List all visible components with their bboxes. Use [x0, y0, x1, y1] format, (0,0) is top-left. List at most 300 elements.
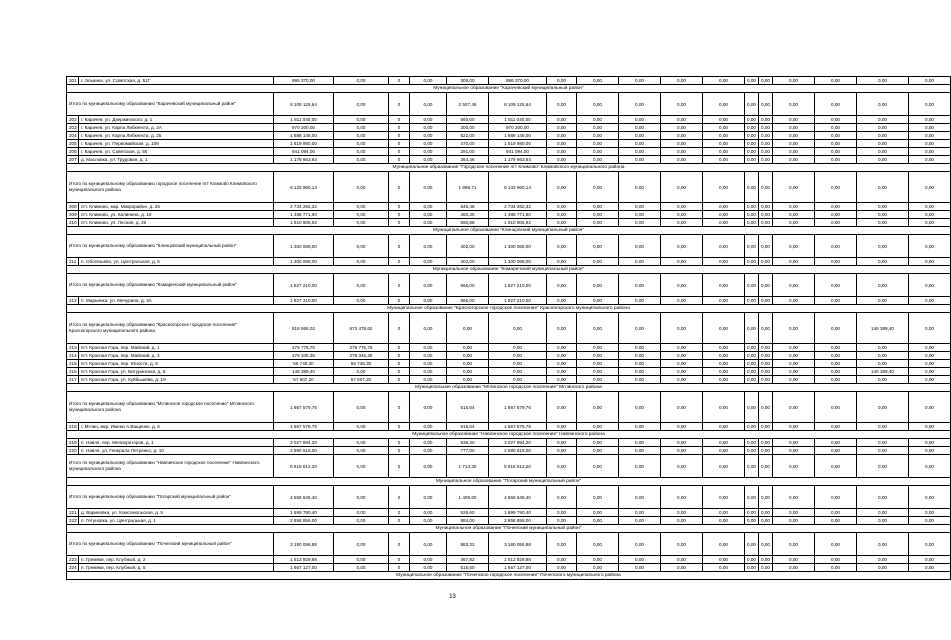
row-number: 205 [67, 140, 79, 148]
value-cell: 0,00 [334, 156, 389, 164]
value-cell: 467,82 [447, 556, 489, 564]
value-cell: 0,00 [909, 313, 951, 344]
row-number: 217 [67, 376, 79, 384]
value-cell: 1 688 148,00 [274, 132, 334, 140]
value-cell: 0,00 [703, 132, 745, 140]
value-cell: 402,00 [447, 258, 489, 266]
value-cell: 941 094,00 [489, 148, 547, 156]
value-cell: 305,00 [447, 77, 489, 85]
value-cell: 0,00 [857, 156, 909, 164]
value-cell: 57 607,20 [334, 376, 389, 384]
subtotal-label: Итого по муниципальному образованию "Почепский муниципальный район" [67, 533, 274, 556]
value-cell: 0,00 [577, 533, 619, 556]
value-cell: 0,00 [410, 376, 447, 384]
value-cell: 0,00 [815, 392, 857, 423]
value-cell: 0,00 [447, 344, 489, 352]
section-header-row [67, 227, 951, 235]
value-cell: 2 734 282,32 [274, 203, 334, 211]
value-cell: 0,00 [489, 352, 547, 360]
subtotal-label: Итого по муниципальному образованию "Карачевский муниципальный район" [67, 93, 274, 116]
value-cell: 0,00 [410, 517, 447, 525]
value-cell: 0,00 [745, 93, 759, 116]
value-cell: 0,00 [909, 148, 951, 156]
value-cell: 0,00 [759, 360, 773, 368]
value-cell: 0 [389, 203, 410, 211]
value-cell: 0,00 [619, 156, 661, 164]
value-cell: 0,00 [334, 140, 389, 148]
value-cell: 0,00 [745, 258, 759, 266]
value-cell: 0,00 [857, 423, 909, 431]
value-cell: 8 109 125,64 [489, 93, 547, 116]
value-cell: 0,00 [745, 509, 759, 517]
value-cell: 0,00 [577, 203, 619, 211]
value-cell: 0,00 [577, 297, 619, 305]
value-cell: 515,50 [447, 564, 489, 572]
value-cell: 1 488 771,90 [274, 211, 334, 219]
section-title: Муниципальное образование "Городское поселение пгт Климово" Климовского муниципального района [67, 164, 951, 172]
value-cell: 0,00 [773, 376, 815, 384]
value-cell: 0,00 [489, 376, 547, 384]
value-cell: 0 [389, 235, 410, 258]
value-cell: 0,00 [815, 93, 857, 116]
value-cell: 0 [389, 77, 410, 85]
value-cell: 0,00 [703, 77, 745, 85]
value-cell: 970 200,00 [489, 124, 547, 132]
value-cell: 0,00 [577, 447, 619, 455]
value-cell: 0,00 [773, 439, 815, 447]
building-row [67, 211, 951, 219]
value-cell: 0,00 [815, 352, 857, 360]
value-cell: 0,00 [547, 447, 577, 455]
value-cell: 2 858 856,00 [489, 517, 547, 525]
value-cell: 0,00 [857, 148, 909, 156]
value-cell: 0,00 [703, 156, 745, 164]
value-cell: 0,00 [815, 140, 857, 148]
value-cell: 0,00 [759, 368, 773, 376]
value-cell: 0,00 [909, 77, 951, 85]
value-cell: 0,00 [703, 258, 745, 266]
value-cell: 0,00 [773, 140, 815, 148]
value-cell: 0,00 [619, 132, 661, 140]
value-cell: 0,00 [857, 447, 909, 455]
value-cell: 845,48 [447, 203, 489, 211]
value-cell: 1 409,60 [447, 486, 489, 509]
building-address: пгт. Красная Гора, пер. Майский, д. 1 [79, 344, 274, 352]
value-cell: 0,00 [577, 132, 619, 140]
value-cell: 0,00 [759, 533, 773, 556]
value-cell: 818 868,02 [274, 313, 334, 344]
value-cell: 0,00 [619, 368, 661, 376]
value-cell: 0,00 [909, 564, 951, 572]
value-cell: 0,00 [909, 258, 951, 266]
value-cell: 0 [389, 360, 410, 368]
value-cell: 57 607,20 [274, 376, 334, 384]
value-cell: 0,00 [857, 258, 909, 266]
building-address: г. Карачев, ул. Карла Либкнехта, д. 25 [79, 132, 274, 140]
building-address: г. Карачев, ул. Советская, д. 55 [79, 148, 274, 156]
value-cell: 2 858 856,00 [274, 517, 334, 525]
value-cell: 0 [389, 219, 410, 227]
value-cell: 0,00 [447, 376, 489, 384]
value-cell: 1 667 579,76 [274, 423, 334, 431]
value-cell: 0,00 [857, 517, 909, 525]
value-cell: 0,00 [410, 313, 447, 344]
building-row [67, 376, 951, 384]
value-cell: 0,00 [410, 211, 447, 219]
value-cell: 0,00 [759, 235, 773, 258]
value-cell: 0,00 [410, 556, 447, 564]
value-cell: 0,00 [619, 533, 661, 556]
value-cell: 0,00 [410, 423, 447, 431]
value-cell: 0,00 [815, 486, 857, 509]
subtotal-label: Итого по муниципальному образованию "Погарский муниципальный район" [67, 486, 274, 509]
value-cell: 1 178 663,64 [489, 156, 547, 164]
section-header-row [67, 572, 951, 580]
value-cell: 300,00 [447, 124, 489, 132]
value-cell: 0,00 [334, 486, 389, 509]
value-cell: 0,00 [909, 360, 951, 368]
value-cell: 0,00 [815, 203, 857, 211]
value-cell: 0,00 [703, 368, 745, 376]
value-cell: 0,00 [909, 116, 951, 124]
value-cell: 0,00 [815, 297, 857, 305]
value-cell: 0 [389, 564, 410, 572]
value-cell: 0,00 [857, 93, 909, 116]
building-row [67, 352, 951, 360]
value-cell: 0,00 [909, 274, 951, 297]
value-cell: 0,00 [577, 360, 619, 368]
building-address: пгт. Климово, ул. Калинина, д. 10 [79, 211, 274, 219]
value-cell: 279 775,76 [334, 344, 389, 352]
value-cell: 0,00 [745, 455, 759, 478]
value-cell: 0,00 [773, 564, 815, 572]
value-cell: 1 910 905,92 [274, 219, 334, 227]
value-cell: 0,00 [759, 423, 773, 431]
value-cell: 1 827 210,00 [274, 274, 334, 297]
value-cell: 0,00 [815, 376, 857, 384]
subtotal-label: Итого по муниципальному образованию "Мглинское городское поселение" Мглинского муниципального района [67, 392, 274, 423]
value-cell: 0,00 [703, 274, 745, 297]
value-cell: 0,00 [619, 564, 661, 572]
value-cell: 0,00 [857, 486, 909, 509]
value-cell: 0 [389, 517, 410, 525]
value-cell: 0,00 [857, 172, 909, 203]
value-cell: 0,00 [857, 509, 909, 517]
building-address: д. Масловка, ул. Трудовая, д. 1 [79, 156, 274, 164]
value-cell: 1 512 929,88 [274, 556, 334, 564]
building-address: п. Гремяки, пер. Клубный, д. 5 [79, 564, 274, 572]
value-cell: 0,00 [745, 124, 759, 132]
row-number: 216 [67, 368, 79, 376]
value-cell: 0,00 [759, 93, 773, 116]
value-cell: 0,00 [815, 455, 857, 478]
value-cell: 0,00 [745, 140, 759, 148]
value-cell: 0,00 [773, 132, 815, 140]
value-cell: 522,00 [447, 132, 489, 140]
value-cell: 0,00 [547, 352, 577, 360]
value-cell: 0,00 [745, 439, 759, 447]
building-row [67, 423, 951, 431]
subtotal-row [67, 533, 951, 556]
value-cell: 0,00 [703, 297, 745, 305]
value-cell: 0,00 [815, 509, 857, 517]
section-title: Муниципальное образование "Клинцовский муниципальный район" [67, 227, 951, 235]
value-cell: 0,00 [759, 392, 773, 423]
value-cell: 0,00 [334, 93, 389, 116]
value-cell: 0,00 [334, 235, 389, 258]
value-cell: 0,00 [703, 439, 745, 447]
value-cell: 0,00 [745, 211, 759, 219]
value-cell: 515,64 [447, 423, 489, 431]
value-cell: 2 507,46 [447, 93, 489, 116]
value-cell: 0,00 [619, 219, 661, 227]
value-cell: 1 667 127,00 [489, 564, 547, 572]
value-cell: 0,00 [619, 235, 661, 258]
value-cell: 0,00 [334, 564, 389, 572]
row-number: 220 [67, 447, 79, 455]
value-cell: 0,00 [815, 439, 857, 447]
value-cell: 1 178 663,64 [274, 156, 334, 164]
row-number: 214 [67, 352, 79, 360]
value-cell: 0,00 [857, 533, 909, 556]
value-cell: 672 478,62 [334, 313, 389, 344]
building-row [67, 344, 951, 352]
value-cell: 777,00 [447, 447, 489, 455]
value-cell: 0,00 [759, 132, 773, 140]
value-cell: 3 027 994,20 [489, 439, 547, 447]
value-cell: 0,00 [773, 156, 815, 164]
value-cell: 0,00 [547, 235, 577, 258]
value-cell: 3 180 056,88 [274, 533, 334, 556]
value-cell: 0,00 [773, 116, 815, 124]
value-cell: 0,00 [745, 376, 759, 384]
value-cell: 0,00 [703, 219, 745, 227]
value-cell: 0,00 [619, 148, 661, 156]
value-cell: 0,00 [447, 352, 489, 360]
value-cell: 0,00 [661, 509, 703, 517]
value-cell: 0,00 [815, 124, 857, 132]
row-number: 204 [67, 132, 79, 140]
building-row [67, 203, 951, 211]
value-cell: 0,00 [759, 447, 773, 455]
value-cell: 0,00 [745, 132, 759, 140]
value-cell: 0,00 [745, 360, 759, 368]
value-cell: 0,00 [857, 132, 909, 140]
value-cell: 0,00 [547, 140, 577, 148]
value-cell: 0,00 [745, 77, 759, 85]
subtotal-row [67, 172, 951, 203]
value-cell: 0,00 [619, 392, 661, 423]
row-number: 223 [67, 556, 79, 564]
value-cell: 0,00 [410, 116, 447, 124]
value-cell: 0,00 [334, 274, 389, 297]
value-cell: 0,00 [773, 219, 815, 227]
value-cell: 0,00 [759, 203, 773, 211]
row-number: 221 [67, 509, 79, 517]
value-cell: 0,00 [773, 203, 815, 211]
building-address: п. Навля, ул. Генерала Петренко, д. 10 [79, 447, 274, 455]
value-cell: 5 618 512,20 [274, 455, 334, 478]
subtotal-label: Итого по муниципальному образованию "Комаричский муниципальный район" [67, 274, 274, 297]
value-cell: 1 667 579,76 [489, 392, 547, 423]
value-cell: 2 734 282,32 [489, 203, 547, 211]
value-cell: 0,00 [577, 235, 619, 258]
value-cell: 0,00 [577, 116, 619, 124]
value-cell: 0,00 [334, 116, 389, 124]
value-cell: 0,00 [745, 564, 759, 572]
building-address: пгт. Климово, ул. Лесная, д. 26 [79, 219, 274, 227]
building-address: д. Вариновка, ул. Комсомольская, д. 5 [79, 509, 274, 517]
value-cell: 936,30 [447, 439, 489, 447]
value-cell: 0,00 [619, 344, 661, 352]
value-cell: 3 180 056,88 [489, 533, 547, 556]
value-cell: 0,00 [773, 423, 815, 431]
value-cell: 0,00 [661, 360, 703, 368]
value-cell: 0,00 [334, 509, 389, 517]
value-cell: 0,00 [334, 455, 389, 478]
value-cell: 560,00 [447, 116, 489, 124]
value-cell: 0,00 [703, 486, 745, 509]
value-cell: 1 827 210,00 [489, 274, 547, 297]
value-cell: 0,00 [547, 203, 577, 211]
value-cell: 0,00 [547, 344, 577, 352]
row-number: 210 [67, 219, 79, 227]
subtotal-label: Итого по муниципальному образованию "Красногорское городское поселение" Красногорского муниципального района [67, 313, 274, 344]
value-cell: 0,00 [745, 517, 759, 525]
value-cell: 0,00 [909, 486, 951, 509]
value-cell: 0 [389, 297, 410, 305]
value-cell: 0,00 [577, 140, 619, 148]
value-cell: 1 519 980,00 [274, 140, 334, 148]
value-cell: 146 389,40 [857, 368, 909, 376]
value-cell: 0,00 [745, 297, 759, 305]
value-cell: 0,00 [703, 455, 745, 478]
value-cell: 0,00 [334, 219, 389, 227]
value-cell: 470,00 [447, 140, 489, 148]
value-cell: 0,00 [489, 368, 547, 376]
building-row [67, 77, 951, 85]
subtotal-label: Итого по муниципальному образованию "Навлинское городское поселение" Навлинского муниципального района [67, 455, 274, 478]
value-cell: 0,00 [773, 455, 815, 478]
value-cell: 0,00 [577, 219, 619, 227]
row-number: 207 [67, 156, 79, 164]
value-cell: 4 558 646,40 [489, 486, 547, 509]
value-cell: 0 [389, 156, 410, 164]
value-cell: 0,00 [619, 360, 661, 368]
value-cell: 0,00 [577, 517, 619, 525]
register-table [66, 76, 951, 580]
value-cell: 0,00 [773, 77, 815, 85]
register-sheet [66, 76, 934, 580]
value-cell: 0,00 [815, 313, 857, 344]
value-cell: 0,00 [661, 533, 703, 556]
value-cell: 0,00 [745, 344, 759, 352]
value-cell: 402,00 [447, 235, 489, 258]
section-header-row [67, 525, 951, 533]
value-cell: 2 590 518,00 [274, 447, 334, 455]
value-cell: 0,00 [410, 124, 447, 132]
value-cell: 1 699 790,40 [489, 509, 547, 517]
value-cell: 0,00 [661, 297, 703, 305]
building-address: пгт. Красная Гора, ул. Батуринская, д. 6 [79, 368, 274, 376]
value-cell: 986 370,00 [489, 77, 547, 85]
building-row [67, 140, 951, 148]
value-cell: 0,00 [447, 368, 489, 376]
value-cell: 0,00 [759, 148, 773, 156]
value-cell: 0,00 [759, 124, 773, 132]
value-cell: 0,00 [334, 211, 389, 219]
value-cell: 0,00 [773, 172, 815, 203]
section-header-row [67, 384, 951, 392]
value-cell: 0,00 [661, 274, 703, 297]
value-cell: 0,00 [909, 344, 951, 352]
value-cell: 0,00 [703, 360, 745, 368]
value-cell: 0,00 [577, 93, 619, 116]
value-cell: 0,00 [745, 423, 759, 431]
value-cell: 0,00 [745, 203, 759, 211]
value-cell: 0,00 [661, 439, 703, 447]
building-row [67, 447, 951, 455]
value-cell: 0,00 [661, 564, 703, 572]
value-cell: 0,00 [745, 274, 759, 297]
value-cell: 2 590 518,00 [489, 447, 547, 455]
value-cell: 0 [389, 533, 410, 556]
building-row [67, 556, 951, 564]
value-cell: 0,00 [619, 376, 661, 384]
section-header-row [67, 266, 951, 274]
value-cell: 0,00 [577, 439, 619, 447]
value-cell: 0,00 [759, 509, 773, 517]
value-cell: 0,00 [661, 556, 703, 564]
value-cell: 0,00 [410, 258, 447, 266]
value-cell: 0,00 [619, 297, 661, 305]
value-cell: 0,00 [410, 486, 447, 509]
value-cell: 0 [389, 93, 410, 116]
value-cell: 0,00 [334, 172, 389, 203]
building-row [67, 509, 951, 517]
building-row [67, 156, 951, 164]
value-cell: 0,00 [547, 509, 577, 517]
value-cell: 0,00 [759, 211, 773, 219]
value-cell: 146 389,40 [857, 313, 909, 344]
section-title: Муниципальное образование "Комаричский муниципальный район" [67, 266, 951, 274]
value-cell: 0,00 [857, 203, 909, 211]
value-cell: 0,00 [547, 77, 577, 85]
value-cell: 0,00 [577, 124, 619, 132]
value-cell: 0,00 [661, 258, 703, 266]
value-cell: 0,00 [334, 447, 389, 455]
value-cell: 0,00 [773, 258, 815, 266]
value-cell: 0,00 [759, 564, 773, 572]
value-cell: 0,00 [547, 297, 577, 305]
value-cell: 0,00 [410, 203, 447, 211]
value-cell: 0,00 [759, 77, 773, 85]
value-cell: 0,00 [773, 235, 815, 258]
value-cell: 6 133 960,14 [274, 172, 334, 203]
value-cell: 0,00 [815, 564, 857, 572]
value-cell: 0,00 [619, 313, 661, 344]
value-cell: 0,00 [619, 140, 661, 148]
value-cell: 1 512 929,88 [489, 556, 547, 564]
value-cell: 0,00 [410, 148, 447, 156]
value-cell: 0,00 [410, 447, 447, 455]
value-cell: 0,00 [547, 172, 577, 203]
value-cell: 0,00 [857, 211, 909, 219]
value-cell: 0,00 [410, 77, 447, 85]
value-cell: 0,00 [577, 368, 619, 376]
value-cell: 0,00 [661, 116, 703, 124]
value-cell: 0,00 [619, 116, 661, 124]
